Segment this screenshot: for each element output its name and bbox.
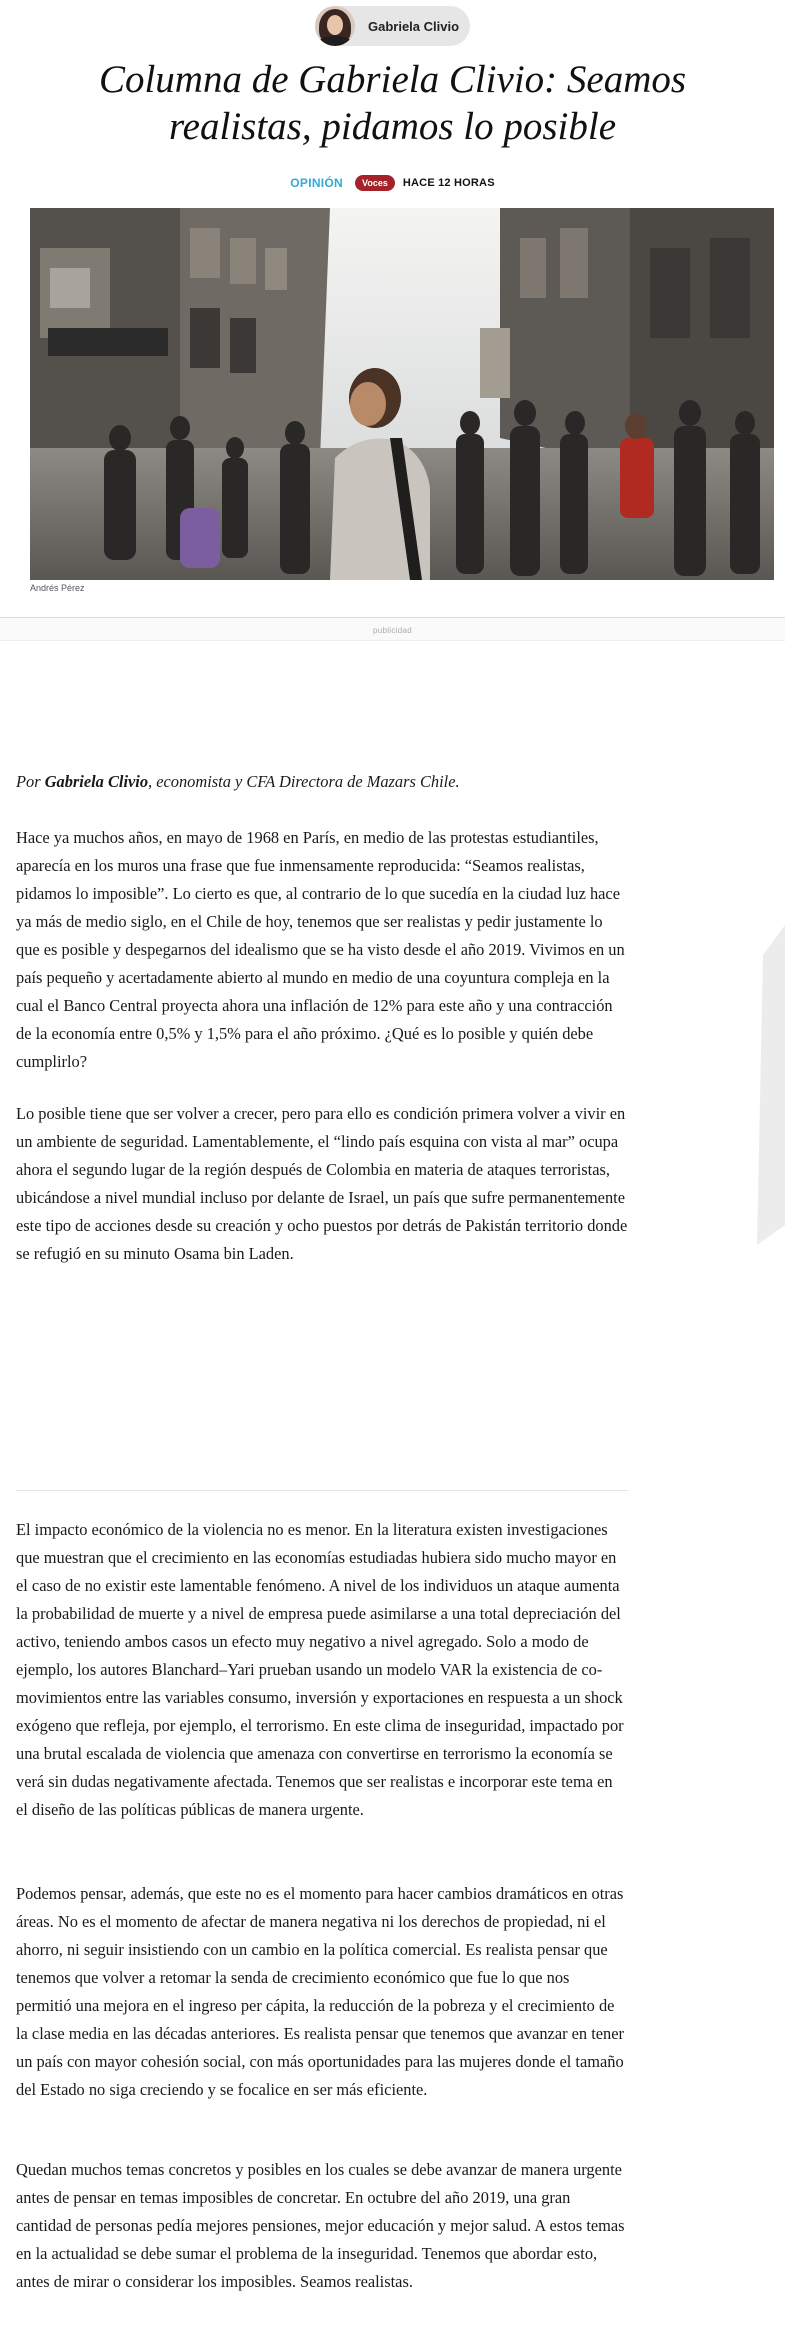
article-paragraph-4: Podemos pensar, además, que este no es el momento para hacer cambios dramáticos en otras áreas. No es el momento de afectar de manera negativa ni los derechos de propiedad, ni el ahorro, ni seguir insistiendo con un cambio en la política comercial. Es realista pensar que tenemos que volver a retomar la senda de crecimiento económico que fue lo que nos permitió una mejora en el ingreso per cápita, la reducción de la pobreza y el crecimiento de la clase media en las décadas anteriores. Es realista pensar que tenemos que avanzar en tener un país con mayor cohesión social, con más oportunidades para las mujeres donde el tamaño del Estado no siga creciendo y se focalice en ser más eficiente. (16, 1884, 624, 2099)
byline-author[interactable]: Gabriela Clivio (44, 772, 149, 791)
advertisement-slot (0, 617, 785, 641)
byline-prefix: Por (16, 772, 45, 791)
section-link[interactable]: OPINIÓN (290, 176, 344, 190)
article-byline (16, 768, 628, 796)
section-divider (16, 1490, 628, 1491)
author-chip-name: Gabriela Clivio (368, 18, 460, 34)
side-decoration (757, 925, 785, 1245)
photo-credit: Andrés Pérez (30, 583, 85, 593)
article-paragraph-3: El impacto económico de la violencia no es menor. En la literatura existen investigaciones que muestran que el crecimiento en las economías estudiadas hubiera sido mucho mayor en el caso de no existir este lamentable fenómeno. A nivel de los individuos un ataque aumenta la probabilidad de muerte y a nivel de empresa puede asimilarse a una total depreciación del activo, teniendo ambos casos un efecto muy negativo a nivel agregado. Solo a modo de ejemplo, los autores Blanchard–Yari prueban usando un modelo VAR la existencia de co-movimientos entre las variables consumo, inversión y exportaciones en respuesta a un shock exógeno que refleja, por ejemplo, el terrorismo. En este clima de inseguridad, impactado por una brutal escalada de violencia que amenaza con convertirse en terrorismo la economía se verá sin dudas negativamente afectada. Tenemos que ser realistas e incorporar este tema en el diseño de las políticas públicas de manera urgente. (16, 1520, 624, 1819)
article-headline: Columna de Gabriela Clivio: Seamos realistas, pidamos lo posible (98, 58, 687, 148)
author-avatar (315, 6, 355, 46)
article-paragraph-2: Lo posible tiene que ser volver a crecer, pero para ello es condición primera volver a vivir en un ambiente de seguridad. Lamentablemente, el “lindo país esquina con vista al mar” ocupa ahora el segundo lugar de la región después de Colombia en materia de ataques terroristas, ubicándose a nivel mundial incluso por delante de Israel, un país que sufre permanentemente este tipo de acciones desde su creación y ocho puestos por detrás de Pakistán territorio donde se refugió en su minuto Osama bin Laden. (16, 1104, 628, 1263)
author-chip[interactable] (315, 6, 470, 46)
article-photo (30, 208, 774, 580)
byline-role: , economista y CFA Directora de Mazars Chile. (148, 772, 460, 791)
publish-time: HACE 12 HORAS (402, 177, 495, 189)
voces-badge[interactable]: Voces (355, 175, 395, 191)
article-paragraph-1: Hace ya muchos años, en mayo de 1968 en París, en medio de las protestas estudiantiles, aparecía en los muros una frase que fue inmensamente reproducida: “Seamos realistas, pidamos lo imposible”. Lo cierto es que, al contrario de lo que sucedía en la ciudad luz hace ya más de medio siglo, en el Chile de hoy, tenemos que ser realistas y pedir justamente lo que es posible y despegarnos del idealismo que se ha visto desde el año 2019. Vivimos en un país pequeño y acertadamente abierto al mundo en medio de una coyuntura compleja en la cual el Banco Central proyecta ahora una inflación de 12% para este año y una contracción de la economía entre 0,5% y 1,5% para el año próximo. ¿Qué es lo posible y quién debe cumplirlo? (16, 828, 625, 1071)
advertisement-label: publicidad (372, 626, 413, 635)
article-paragraph-5: Quedan muchos temas concretos y posibles en los cuales se debe avanzar de manera urgente antes de pensar en temas imposibles de concretar. En octubre del año 2019, una gran cantidad de personas pedía mejores pensiones, mejor educación y mejor salud. A estos temas en la actualidad se debe sumar el problema de la inseguridad. Tenemos que abordar esto, antes de mirar o considerar los imposibles. Seamos realistas. (16, 2160, 625, 2291)
article-meta (0, 175, 785, 191)
